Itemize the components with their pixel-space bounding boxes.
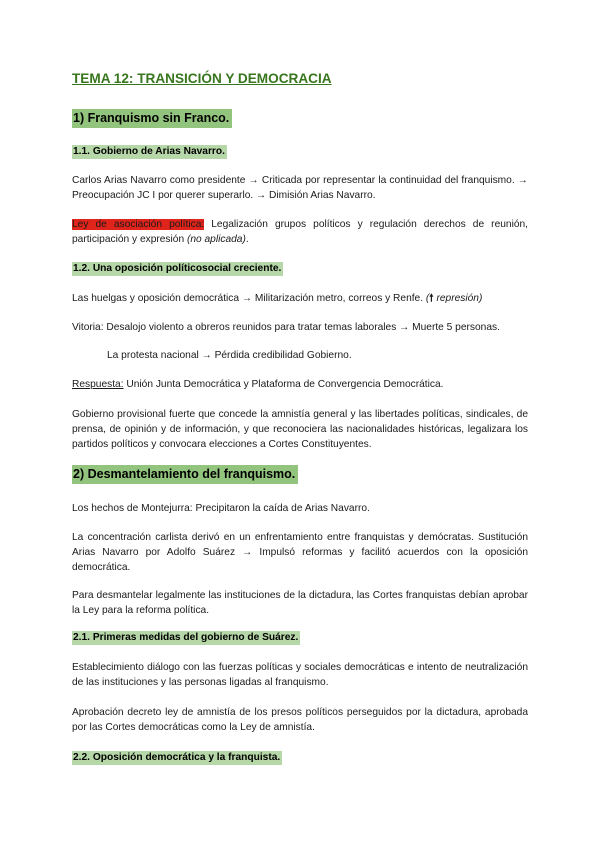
arrow-up-icon: 🠕 [429, 293, 434, 304]
document-title: TEMA 12: TRANSICIÓN Y DEMOCRACIA [72, 71, 332, 86]
highlight-ley-asociacion: Ley de asociación política: [72, 219, 205, 230]
paragraph-concentracion-carlista: La concentración carlista derivó en un enfrentamiento entre franquistas y demócratas. Sustitución Arias Navarro por Adolfo Suárez → Impulsó reformas y facilitó acuerdos con la oposición democrática. [72, 532, 528, 573]
paragraph-ley-asociacion [72, 217, 528, 247]
paragraph-protesta-nacional: La protesta nacional → Pérdida credibilidad Gobierno. [107, 350, 352, 361]
subsection-heading-2-2: 2.2. Oposición democrática y la franquista. [73, 752, 281, 763]
subsection-heading-2-1: 2.1. Primeras medidas del gobierno de Suárez. [73, 632, 299, 643]
paragraph-respuesta [72, 377, 443, 392]
paren-open: ( [425, 293, 430, 304]
subsection-heading-1-2: 1.2. Una oposición políticosocial creciente. [73, 263, 282, 274]
no-aplicada-note: (no aplicada) [186, 234, 246, 245]
period: . [245, 234, 249, 245]
subsection-heading-1-1: 1.1. Gobierno de Arias Navarro. [73, 146, 225, 157]
paragraph-amnistia: Aprobación decreto ley de amnistía de los presos políticos perseguidos por la dictadura, aprobada por las Cortes democráticas como la Ley de amnistía. [72, 707, 528, 733]
paragraph-desmantelar: Para desmantelar legalmente las instituciones de la dictadura, las Cortes franquistas debían aprobar la Ley para la reforma política. [72, 590, 528, 616]
respuesta-label: Respuesta: [72, 379, 124, 390]
section-heading-1: 1) Franquismo sin Franco. [72, 109, 232, 128]
respuesta-text: Unión Junta Democrática y Plataforma de Convergencia Democrática. [123, 379, 444, 390]
section-heading-2: 2) Desmantelamiento del franquismo. [72, 465, 298, 484]
paragraph-vitoria: Vitoria: Desalojo violento a obreros reunidos para tratar temas laborales → Muerte 5 personas. [72, 322, 500, 333]
represion-note: represión) [433, 293, 483, 304]
paragraph-dialogo: Establecimiento diálogo con las fuerzas políticas y sociales democráticas e intento de neutralización de las instituciones y las personas ligadas al franquismo. [72, 662, 528, 688]
paragraph-montejurra: Los hechos de Montejurra: Precipitaron la caída de Arias Navarro. [72, 503, 370, 514]
paragraph-arias-navarro: Carlos Arias Navarro como presidente → Criticada por representar la continuidad del franquismo. → Preocupación JC I por querer superarlo. → Dimisión Arias Navarro. [72, 175, 528, 201]
ley-asociacion-text: Legalización grupos políticos y regulación derechos de reunión, participación y expresión [72, 219, 528, 245]
huelgas-text: Las huelgas y oposición democrática → Militarización metro, correos y Renfe. [72, 293, 426, 304]
paragraph-gobierno-provisional: Gobierno provisional fuerte que concede la amnistía general y las libertades políticas, sindicales, de prensa, de opinión y de información, y que reconociera las nacionalidades históricas, legalizara los partidos políticos y convocara elecciones a Cortes Constituyentes. [72, 409, 528, 450]
paragraph-huelgas [72, 291, 482, 306]
